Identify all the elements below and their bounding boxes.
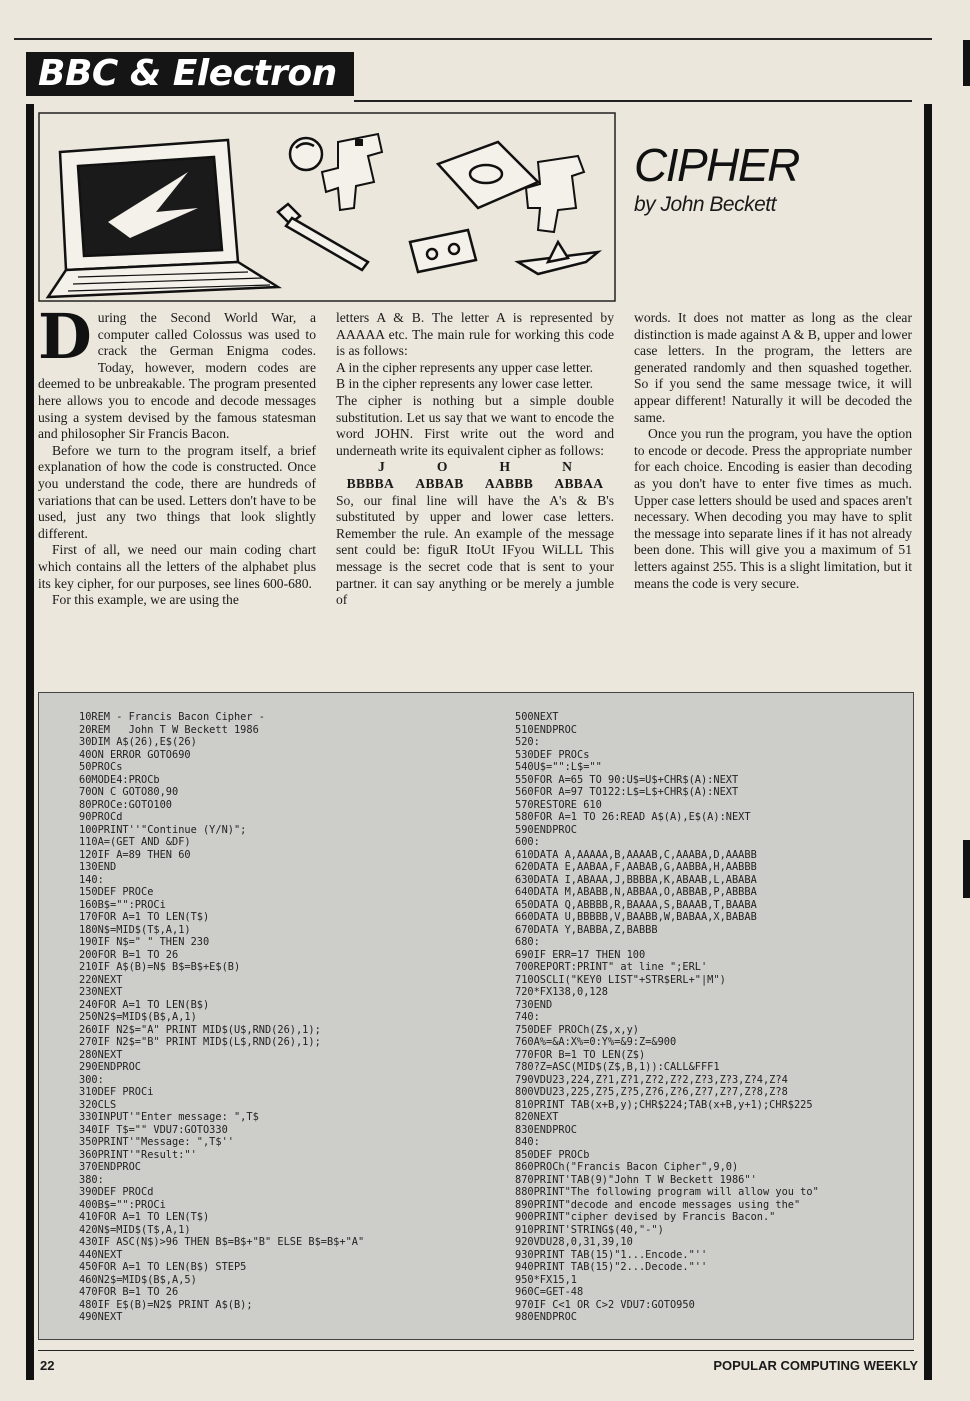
code-line: 20REM John T W Beckett 1986 [79,723,259,736]
code-line: 510ENDPROC [515,723,577,736]
code-line: 760A%=&A:X%=0:Y%=&9:Z=&900 [515,1036,677,1048]
code-line: 370ENDPROC [79,1161,141,1173]
article-byline: by John Beckett [634,193,776,216]
code-line: 800VDU23,225,Z?5,Z?5,Z?6,Z?6,Z?7,Z?7,Z?8,Z?8 [515,1086,788,1098]
code-line: 630DATA I,ABAAA,J,BBBBA,K,ABAAB,L,ABABA [515,873,757,886]
code-line: 390DEF PROCd [79,1186,154,1198]
ball-illustration [290,138,322,170]
paragraph: For this example, we are using the [52,592,239,608]
paragraph: letters A & B. The letter A is represented by AAAAA etc. The main rule for working this code is as follows: [336,310,614,359]
code-line: 550FOR A=65 TO 90:U$=U$+CHR$(A):NEXT [515,773,739,786]
code-line: 820NEXT [515,1111,559,1123]
cipher-code: AABBB [484,475,534,491]
code-line: 900PRINT"cipher devised by Francis Bacon." [515,1211,776,1223]
code-line: 920VDU28,0,31,39,10 [515,1236,633,1248]
code-line: 890PRINT"decode and encode messages using the" [515,1198,801,1211]
page-edge-mark [963,40,970,86]
code-line: 350PRINT'"Message: ",T$'' [79,1136,234,1148]
code-line: 580FOR A=1 TO 26:READ A$(A),E$(A):NEXT [515,811,751,823]
cipher-example [336,459,614,492]
code-line: 610DATA A,AAAAA,B,AAAAB,C,AAABA,D,AAABB [515,848,757,861]
cipher-code: BBBBA [346,475,395,491]
code-line: 200FOR B=1 TO 26 [79,948,179,961]
code-line: 160B$="":PROCi [79,898,166,911]
code-line: 600: [515,836,540,848]
section-tab: BBC & Electron [26,52,354,96]
code-line: 40ON ERROR GOTO690 [79,748,191,761]
article-column-3 [634,310,912,592]
code-line: 220NEXT [79,973,123,986]
code-line: 150DEF PROCe [79,886,154,898]
code-line: 540U$="":L$="" [515,761,602,773]
code-line: 310DEF PROCi [79,1086,154,1098]
page-edge-mark [963,840,970,898]
code-line: 980ENDPROC [515,1311,577,1323]
listing-column-right [515,711,819,1324]
code-line: 670DATA Y,BABBA,Z,BABBB [515,923,658,936]
magazine-name: POPULAR COMPUTING WEEKLY [713,1358,918,1373]
computer-illustration [48,140,278,297]
sword-illustration [278,204,368,270]
code-line: 780?Z=ASC(MID$(Z$,B,1)):CALL&FFF1 [515,1061,720,1073]
paragraph: words. It does not matter as long as the clear distinction is made against A & B, upper and lower case letters. In the program, the letters are generated randomly and then squashed together. So if you send the same message twice, it will appear different! Naturally it will be decoded the same. [634,310,912,425]
code-line: 410FOR A=1 TO LEN(T$) [79,1211,210,1223]
left-border-bar [26,104,34,1380]
code-line: 660DATA U,BBBBB,V,BAABB,W,BABAA,X,BABAB [515,911,757,923]
code-line: 170FOR A=1 TO LEN(T$) [79,911,210,923]
cipher-code: ABBAB [415,475,464,491]
code-line: 440NEXT [79,1248,123,1261]
cipher-letter: H [499,459,511,475]
right-border-bar [924,104,932,1380]
code-line: 730END [515,998,553,1011]
code-line: 480IF E$(B)=N2$ PRINT A$(B); [79,1298,253,1311]
code-line: 130END [79,861,117,873]
code-line: 860PROCh("Francis Bacon Cipher",9,0) [515,1161,739,1173]
paragraph: Before we turn to the program itself, a brief explanation of how the code is constructed. Once you understand the code, there are hundreds of variations that can be used. Letters don't have to be used, just any two things that look slightly different. [38,442,317,541]
code-line: 120IF A=89 THEN 60 [79,848,191,861]
code-line: 420N$=MID$(T$,A,1) [79,1223,191,1236]
code-line: 460N2$=MID$(B$,A,5) [79,1273,197,1286]
code-line: 380: [79,1173,104,1186]
top-rule [14,38,932,40]
code-line: 500NEXT [515,711,559,723]
robot-figure-illustration [526,156,584,232]
article-title: CIPHER [634,139,799,191]
code-line: 570RESTORE 610 [515,798,602,811]
cipher-letter: J [378,459,385,475]
code-line: 450FOR A=1 TO LEN(B$) STEP5 [79,1261,247,1273]
code-line: 210IF A$(B)=N$ B$=B$+E$(B) [79,961,241,973]
code-line: 260IF N2$="A" PRINT MID$(U$,RND(26),1); [79,1023,321,1036]
header-rule [354,100,912,102]
code-line: 790VDU23,224,Z?1,Z?1,Z?2,Z?2,Z?3,Z?3,Z?4,Z?4 [515,1073,788,1086]
code-line: 620DATA E,AABAA,F,AABAB,G,AABBA,H,AABBB [515,861,757,873]
code-line: 50PROCs [79,761,123,773]
code-line: 280NEXT [79,1048,123,1061]
code-line: 240FOR A=1 TO LEN(B$) [79,998,210,1011]
code-line: 10REM - Francis Bacon Cipher - [79,711,265,723]
code-line: 680: [515,936,540,948]
title-block [634,140,914,218]
paragraph: The cipher is nothing but a simple double substitution. Let us say that we want to encode the word JOHN. First write out the word and underneath write its equivalent cipher as follows: [336,392,614,458]
code-line: 60MODE4:PROCb [79,773,160,786]
code-line: 740: [515,1011,540,1023]
code-line: 230NEXT [79,986,123,998]
code-line: 30DIM A$(26),E$(26) [79,736,197,748]
plane-illustration [518,242,598,274]
cipher-letter: N [562,459,572,475]
code-line: 720*FX138,0,128 [515,986,608,998]
code-line: 110A=(GET AND &DF) [79,836,191,848]
code-line: 470FOR B=1 TO 26 [79,1286,179,1298]
code-line: 300: [79,1073,104,1086]
code-line: 690IF ERR=17 THEN 100 [515,948,646,961]
footer-rule [38,1350,914,1351]
code-line: 590ENDPROC [515,823,577,836]
code-line: 70ON C GOTO80,90 [79,786,179,798]
code-line: 810PRINT TAB(x+B,y);CHR$224;TAB(x+B,y+1);CHR$225 [515,1098,813,1111]
paragraph: B in the cipher represents any lower case letter. [336,376,594,392]
code-line: 100PRINT''"Continue (Y/N)"; [79,823,247,836]
code-line: 970IF C<1 OR C>2 VDU7:GOTO950 [515,1298,695,1311]
code-line: 700REPORT:PRINT" at line ";ERL' [515,961,708,973]
code-line: 430IF ASC(N$)>96 THEN B$=B$+"B" ELSE B$=B$+"A" [79,1236,365,1248]
page-number: 22 [40,1358,55,1373]
paragraph: Once you run the program, you have the option to encode or decode. Press the appropriate number for each choice. Encoding is easier than decoding as you don't have to enter five times as much. Upper case letters should be used and spaces aren't necessary. When decoding you may have to split the message into separate lines if it has not already been done. This will give you a maximum of 51 letters against 255. This is a slight limitation, but it means the code is very secure. [634,426,912,591]
code-line: 940PRINT TAB(15)"2...Decode."'' [515,1261,708,1273]
code-line: 650DATA Q,ABBBB,R,BAAAA,S,BAAAB,T,BAABA [515,898,757,911]
code-line: 770FOR B=1 TO LEN(Z$) [515,1048,646,1061]
paragraph: During the Second World War, a computer called Colossus was used to crack the German Enigma codes. Today, however, modern codes are deemed to be unbreakable. The program presented here allows you to encode and decode messages using a system devised by the famous statesman and philosopher Sir Francis Bacon. [38,300,316,442]
code-line: 190IF N$=" " THEN 230 [79,936,210,948]
code-line: 880PRINT"The following program will allow you to" [515,1186,819,1198]
disc-illustration [438,142,538,208]
code-line: 840: [515,1136,540,1148]
cipher-code: ABBAA [554,475,604,491]
cipher-letter: O [436,459,448,475]
code-line: 490NEXT [79,1311,123,1323]
code-line: 870PRINT'TAB(9)"John T W Beckett 1986"' [515,1173,757,1186]
code-line: 530DEF PROCs [515,748,590,761]
code-line: 290ENDPROC [79,1061,141,1073]
code-line: 330INPUT'"Enter message: ",T$ [79,1111,259,1123]
code-line: 180N$=MID$(T$,A,1) [79,923,191,936]
paragraph: First of all, we need our main coding chart which contains all the letters of the alphabet plus its key cipher, for our purposes, see lines 600-680. [38,542,316,591]
code-line: 710OSCLI("KEY0 LIST"+STR$ERL+"|M") [515,973,726,986]
program-listing [38,692,914,1340]
code-line: 250N2$=MID$(B$,A,1) [79,1011,197,1023]
article-illustration [38,112,616,302]
code-line: 80PROCe:GOTO100 [79,798,172,811]
code-line: 750DEF PROCh(Z$,x,y) [515,1023,639,1036]
code-line: 520: [515,736,540,748]
code-line: 90PROCd [79,811,123,823]
code-line: 930PRINT TAB(15)"1...Encode."'' [515,1248,708,1261]
code-line: 340IF T$="" VDU7:GOTO330 [79,1123,228,1136]
cassette-illustration [410,230,476,272]
paragraph: A in the cipher represents any upper case letter. [336,359,594,375]
article-column-1 [38,300,317,609]
article-column-2 [336,310,614,609]
code-line: 140: [79,873,104,886]
paragraph: So, our final line will have the A's & B's substituted by upper and lower case letters. Remember the rule. An example of the message sent could be: figuR ItoUt IFyou WiLLL This message is the secret code that is sent to your partner. it can say anything or be merely a jumble of [336,492,614,608]
listing-column-left [79,711,364,1324]
code-line: 640DATA M,ABABB,N,ABBAA,O,ABBAB,P,ABBBA [515,886,757,898]
code-line: 960C=GET-48 [515,1286,584,1298]
robot-figure-illustration [322,134,382,210]
code-line: 910PRINT'STRING$(40,"-") [515,1223,664,1236]
code-line: 830ENDPROC [515,1123,577,1136]
code-line: 270IF N2$="B" PRINT MID$(L$,RND(26),1); [79,1036,321,1048]
code-line: 560FOR A=97 TO122:L$=L$+CHR$(A):NEXT [515,786,739,798]
code-line: 850DEF PROCb [515,1148,590,1161]
code-line: 320CLS [79,1098,117,1111]
code-line: 400B$="":PROCi [79,1198,166,1211]
code-line: 360PRINT'"Result:"' [79,1148,197,1161]
code-line: 950*FX15,1 [515,1273,577,1286]
drop-cap: D [38,300,92,373]
